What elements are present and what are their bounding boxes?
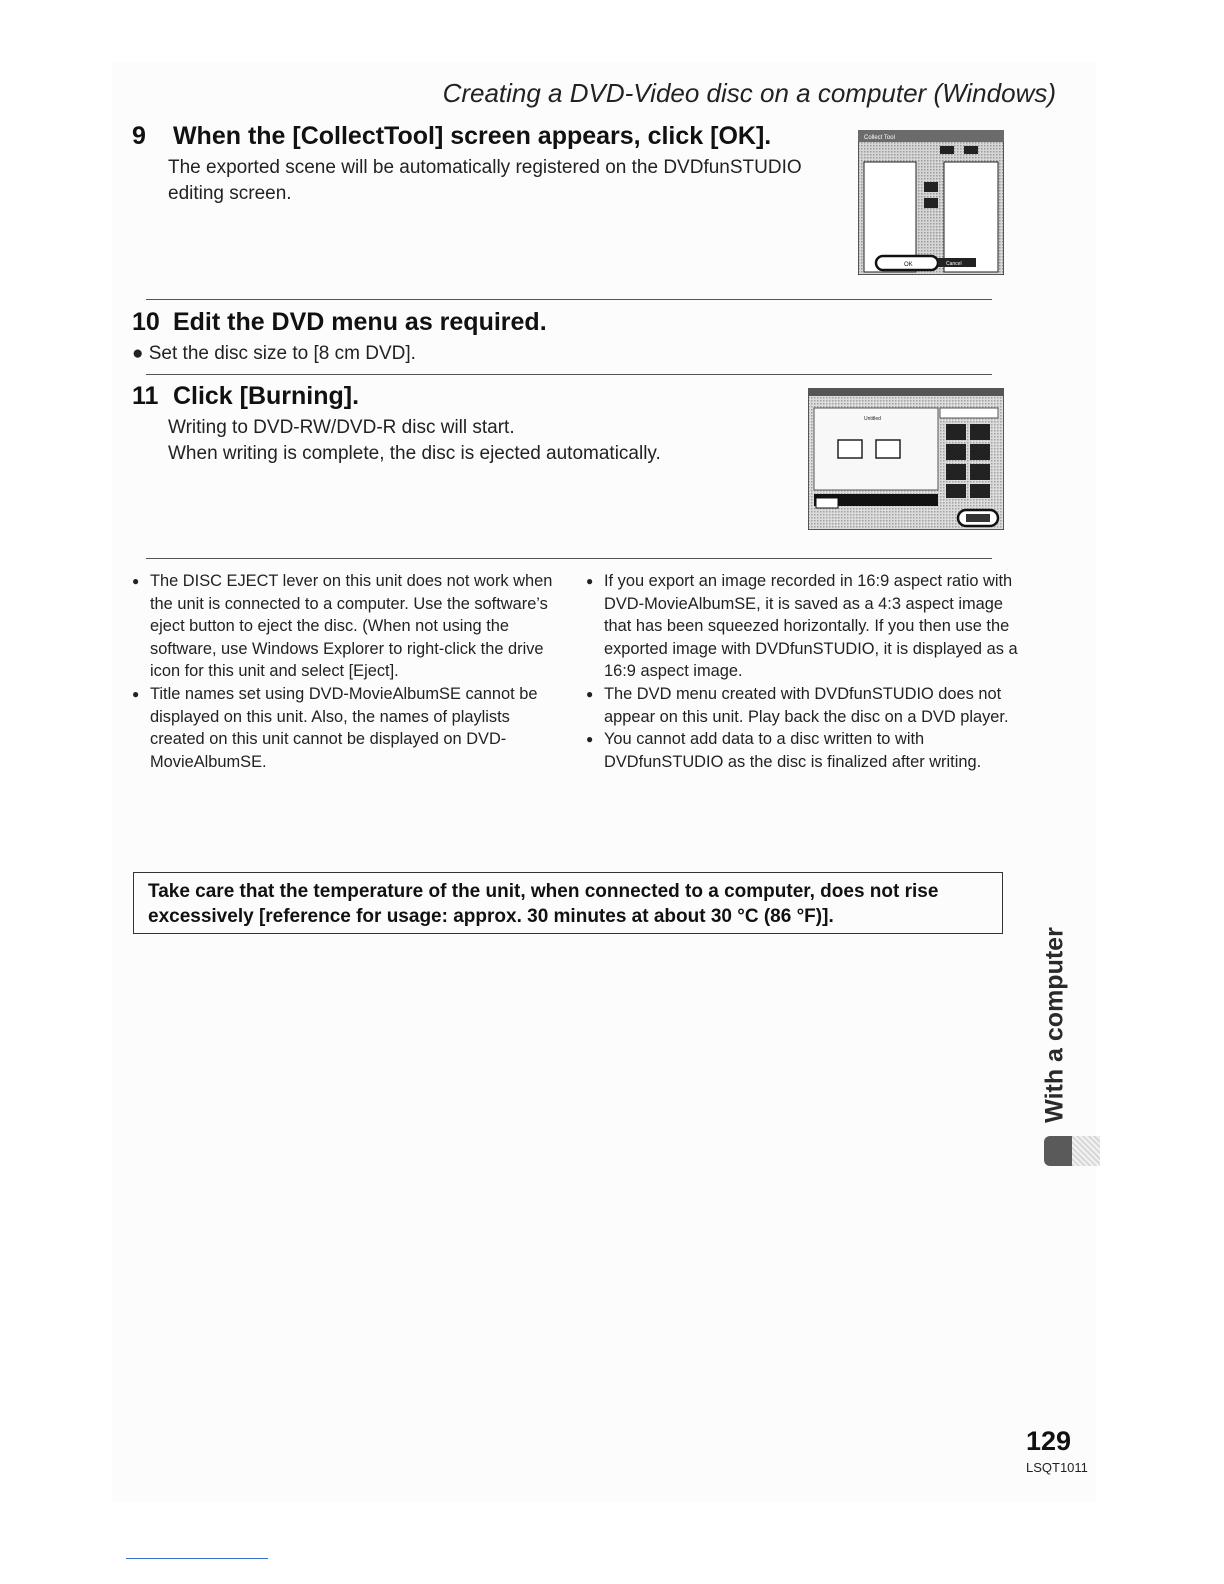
notes-right	[586, 570, 1018, 773]
step-text-line: editing screen.	[168, 183, 292, 204]
page-background	[112, 62, 1096, 1502]
divider	[146, 558, 992, 559]
tab-marker-shade	[1072, 1136, 1100, 1166]
model-code: LSQT1011	[1026, 1460, 1088, 1475]
step-number: 9	[132, 122, 146, 150]
bottom-rule	[126, 1558, 268, 1559]
step-11-heading	[132, 382, 661, 411]
step-title: When the [CollectTool] screen appears, click [OK].	[172, 122, 772, 150]
section-side-tab	[1030, 920, 1080, 1130]
step-10	[132, 308, 547, 367]
divider	[146, 299, 992, 300]
step-11-body	[168, 415, 661, 467]
ok-button: OK	[904, 262, 913, 268]
menu-title: Untitled	[864, 416, 881, 422]
step-10-bullet: ● Set the disc size to [8 cm DVD].	[132, 343, 416, 364]
step-title: Edit the DVD menu as required.	[172, 308, 547, 336]
tab-marker	[1044, 1136, 1072, 1166]
running-title: Creating a DVD-Video disc on a computer (Windows)	[442, 78, 1056, 108]
note-item: ● If you export an image recorded in 16:9 aspect ratio with DVD-MovieAlbumSE, it is saved as a 4:3 aspect image that has been squeezed horizontally. If you then use the exported image with DVDfunSTUDIO, it is displayed as a 16:9 aspect image.	[586, 570, 1018, 683]
step-title: Click [Burning].	[172, 382, 360, 410]
step-9-body	[168, 155, 802, 207]
step-11	[132, 382, 661, 467]
dialog-title: Collect Tool	[864, 135, 895, 141]
notes-left	[132, 570, 560, 773]
notice-line: excessively [reference for usage: approx. 30 minutes at about 30 °C (86 °F)].	[148, 906, 834, 927]
page-number: 129	[1026, 1426, 1072, 1456]
caution-notice	[133, 872, 1003, 934]
step-number: 11	[132, 382, 159, 410]
notice-line: Take care that the temperature of the unit, when connected to a computer, does not rise	[148, 881, 939, 902]
step-9	[132, 122, 802, 207]
note-item: ● The DISC EJECT lever on this unit does not work when the unit is connected to a computer. Use the software’s eject button to eject the disc. (When not using the software, use Windows Explorer to right-click the drive icon for this unit and select [Eject].	[132, 570, 560, 683]
divider	[146, 374, 992, 375]
step-text-line: The exported scene will be automatically registered on the DVDfunSTUDIO	[168, 157, 802, 178]
note-item: ● Title names set using DVD-MovieAlbumSE cannot be displayed on this unit. Also, the names of playlists created on this unit cannot be displayed on DVD-MovieAlbumSE.	[132, 683, 560, 773]
step-number: 10	[132, 308, 160, 336]
step-text-line: Writing to DVD-RW/DVD-R disc will start.	[168, 417, 515, 438]
step-10-heading	[132, 308, 547, 337]
collect-tool-screenshot	[858, 130, 1004, 275]
note-item: ● The DVD menu created with DVDfunSTUDIO does not appear on this unit. Play back the disc on a DVD player.	[586, 683, 1018, 728]
burning-screenshot	[808, 388, 1004, 530]
step-9-heading	[132, 122, 802, 151]
cancel-button: Cancel	[946, 261, 962, 267]
side-tab-label: With a computer	[1040, 927, 1069, 1123]
note-item: ● You cannot add data to a disc written to with DVDfunSTUDIO as the disc is finalized after writing.	[586, 728, 1018, 773]
step-text-line: When writing is complete, the disc is ejected automatically.	[168, 443, 661, 464]
